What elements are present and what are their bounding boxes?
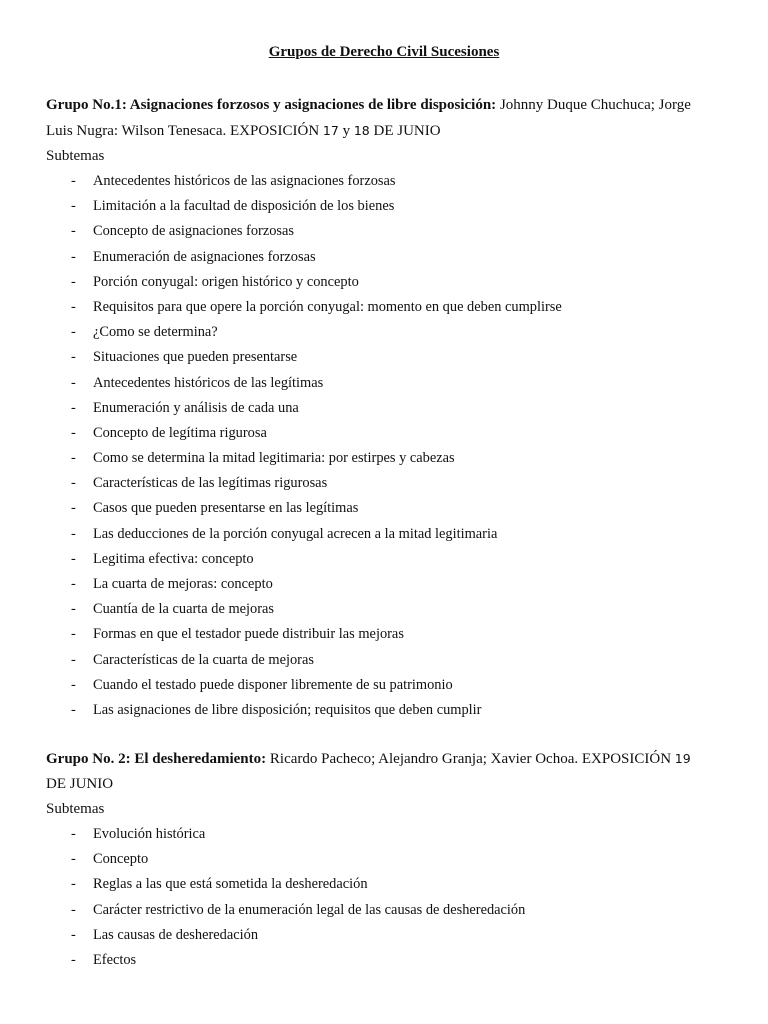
subtopic-item <box>46 270 736 295</box>
bullet-dash: - <box>71 450 76 467</box>
subtopic-item <box>46 496 736 521</box>
bullet-dash: - <box>71 399 76 416</box>
subtopic-item <box>46 622 736 647</box>
subtopic-item <box>46 471 736 496</box>
group-1-date-join: y <box>338 123 354 139</box>
subtopic-text: La cuarta de mejoras: concepto <box>93 576 273 592</box>
subtopic-item <box>46 219 736 244</box>
subtopic-item <box>46 648 736 673</box>
group-2-members-line1: Ricardo Pacheco; Alejandro Granja; Xavier Ochoa. EXPOSICIÓN <box>266 751 675 767</box>
group-1-members-line1: Johnny Duque Chuchuca; Jorge <box>496 97 691 113</box>
group-2-section <box>46 746 736 973</box>
group-1-heading <box>46 93 736 144</box>
bullet-dash: - <box>71 926 76 943</box>
bullet-dash: - <box>71 951 76 968</box>
bullet-dash: - <box>71 324 76 341</box>
subtopic-text: ¿Como se determina? <box>93 324 218 341</box>
subtopic-text: Enumeración y análisis de cada una <box>93 399 299 416</box>
bullet-dash: - <box>71 576 76 592</box>
subtopic-item <box>46 345 736 370</box>
subtopic-text: Legitima efectiva: concepto <box>93 550 254 567</box>
bullet-dash: - <box>71 550 76 567</box>
subtopic-text: Efectos <box>93 951 137 968</box>
bullet-dash: - <box>71 198 76 215</box>
bullet-dash: - <box>71 901 76 918</box>
subtopic-text: Reglas a las que está sometida la desheredación <box>93 876 368 893</box>
subtopic-item <box>46 421 736 446</box>
bullet-dash: - <box>71 248 76 265</box>
subtopic-text: Porción conyugal: origen histórico y concepto <box>93 273 359 290</box>
bullet-dash: - <box>71 475 76 492</box>
subtopic-item <box>46 572 736 597</box>
subtopic-item <box>46 597 736 622</box>
subtopic-item <box>46 194 736 219</box>
bullet-dash: - <box>71 173 76 189</box>
subtopic-text: Carácter restrictivo de la enumeración legal de las causas de desheredación <box>93 901 526 918</box>
group-1-members-line2: Luis Nugra: Wilson Tenesaca. EXPOSICIÓN <box>46 123 323 139</box>
subtopic-text: Características de las legítimas rigurosas <box>93 475 328 492</box>
subtopic-item <box>46 923 736 948</box>
subtopic-item <box>46 396 736 421</box>
subtopic-item <box>46 371 736 396</box>
subtopic-text: Cuando el testado puede disponer libremente de su patrimonio <box>93 676 453 693</box>
bullet-dash: - <box>71 676 76 693</box>
subtopic-item <box>46 320 736 345</box>
subtopic-text: Como se determina la mitad legitimaria: por estirpes y cabezas <box>93 450 455 467</box>
subtopic-text: Limitación a la facultad de disposición de los bienes <box>93 198 395 215</box>
group-1-section <box>46 93 736 723</box>
bullet-dash: - <box>71 876 76 893</box>
group-2-subtemas-label: Subtemas <box>46 801 105 817</box>
subtopic-text: Antecedentes históricos de las legítimas <box>93 374 324 391</box>
subtopic-text: Situaciones que pueden presentarse <box>93 349 298 366</box>
subtopic-item <box>46 872 736 897</box>
subtopic-text: Las asignaciones de libre disposición; requisitos que deben cumplir <box>93 701 482 718</box>
subtopic-text: Características de la cuarta de mejoras <box>93 651 314 668</box>
subtopic-item <box>46 169 736 194</box>
subtopic-text: Antecedentes históricos de las asignaciones forzosas <box>93 173 396 189</box>
subtopic-text: Enumeración de asignaciones forzosas <box>93 248 316 265</box>
subtopic-item <box>46 673 736 698</box>
group-1-date-day1: 17 <box>322 123 339 138</box>
group-1-date-day2: 18 <box>353 123 370 138</box>
bullet-dash: - <box>71 349 76 366</box>
subtopic-item <box>46 547 736 572</box>
bullet-dash: - <box>71 601 76 618</box>
subtopic-item <box>46 898 736 923</box>
subtopic-item <box>46 446 736 471</box>
bullet-dash: - <box>71 826 76 842</box>
bullet-dash: - <box>71 424 76 441</box>
subtopic-text: Requisitos para que opere la porción conyugal: momento en que deben cumplirse <box>93 298 562 315</box>
subtopic-text: Concepto de legítima rigurosa <box>93 424 267 441</box>
group-1-label: Grupo No.1: Asignaciones forzosos y asignaciones de libre disposición: <box>46 97 497 113</box>
subtopic-text: Las causas de desheredación <box>93 926 259 943</box>
group-1-date-month: DE JUNIO <box>369 123 441 139</box>
group-2-members-line2: DE JUNIO <box>46 776 114 792</box>
bullet-dash: - <box>71 525 76 542</box>
subtopic-item <box>46 948 736 973</box>
bullet-dash: - <box>71 651 76 668</box>
bullet-dash: - <box>71 701 76 718</box>
subtopic-item <box>46 847 736 872</box>
bullet-dash: - <box>71 273 76 290</box>
bullet-dash: - <box>71 298 76 315</box>
subtopic-text: Concepto de asignaciones forzosas <box>93 223 295 240</box>
subtopic-text: Las deducciones de la porción conyugal acrecen a la mitad legitimaria <box>93 525 498 542</box>
bullet-dash: - <box>71 223 76 240</box>
subtopic-item <box>46 698 736 723</box>
group-2-subtopic-list <box>46 822 736 973</box>
group-2-date-day: 19 <box>674 751 691 766</box>
subtopic-item <box>46 522 736 547</box>
document-title: Grupos de Derecho Civil Sucesiones <box>268 44 500 60</box>
group-2-label: Grupo No. 2: El desheredamiento: <box>46 751 267 767</box>
group-1-subtemas-label: Subtemas <box>46 148 105 164</box>
subtopic-text: Formas en que el testador puede distribuir las mejoras <box>93 626 404 643</box>
group-2-heading <box>46 746 736 797</box>
subtopic-text: Concepto <box>93 851 149 868</box>
bullet-dash: - <box>71 626 76 643</box>
subtopic-text: Evolución histórica <box>93 826 206 842</box>
group-1-subtopic-list <box>46 169 736 723</box>
subtopic-item <box>46 245 736 270</box>
subtopic-item <box>46 822 736 847</box>
bullet-dash: - <box>71 374 76 391</box>
bullet-dash: - <box>71 500 76 517</box>
subtopic-text: Cuantía de la cuarta de mejoras <box>93 601 275 618</box>
bullet-dash: - <box>71 851 76 868</box>
subtopic-item <box>46 295 736 320</box>
subtopic-text: Casos que pueden presentarse en las legítimas <box>93 500 359 517</box>
